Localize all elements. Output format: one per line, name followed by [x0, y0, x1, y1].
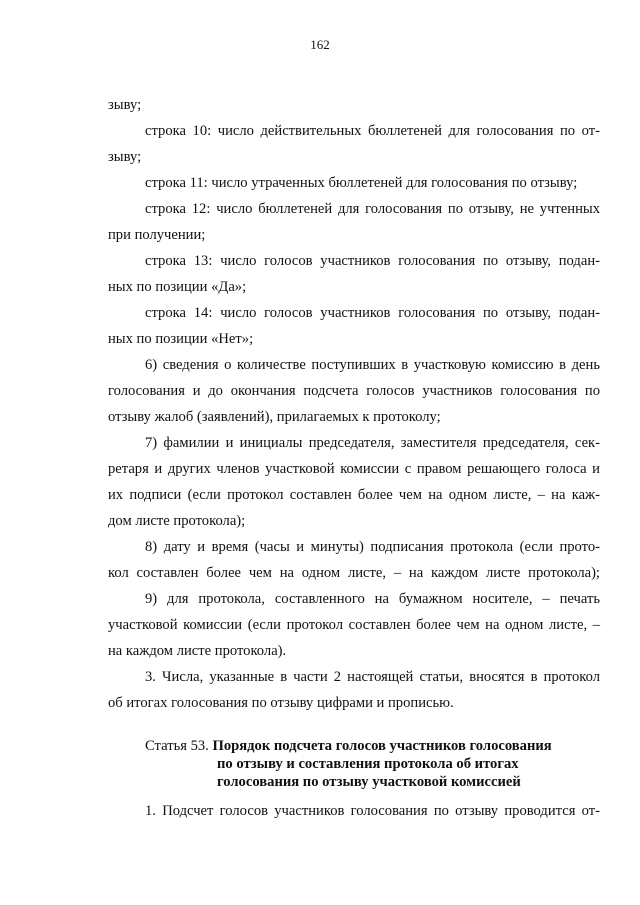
text-line: строка 12: число бюллетеней для голосования по отзыву, не учтенных [145, 201, 600, 217]
text-line: участковой комиссии (если протокол составлен более чем на одном листе, – [108, 617, 600, 633]
text-line: на каждом листе протокола). [108, 643, 287, 659]
text-line: 3. Числа, указанные в части 2 настоящей статьи, вносятся в протокол [145, 669, 600, 685]
text-line: дом листе протокола); [108, 513, 246, 529]
text-line: при получении; [108, 227, 206, 243]
text-line: отзыву жалоб (заявлений), прилагаемых к протоколу; [108, 409, 441, 425]
text-line: 1. Подсчет голосов участников голосования по отзыву проводится от- [145, 803, 600, 819]
text-line: зыву; [108, 97, 142, 113]
text-line: об итогах голосования по отзыву цифрами и прописью. [108, 695, 454, 711]
text-line: 8) дату и время (часы и минуты) подписания протокола (если прото- [145, 539, 600, 555]
text-line: 7) фамилии и инициалы председателя, заместителя председателя, сек- [145, 435, 600, 451]
text-line: ных по позиции «Нет»; [108, 331, 254, 347]
page-number: 162 [310, 37, 330, 52]
article-title-line: голосования по отзыву участковой комиссией [217, 774, 521, 790]
text-line: строка 14: число голосов участников голосования по отзыву, подан- [145, 305, 600, 321]
text-line: строка 10: число действительных бюллетеней для голосования по от- [145, 123, 600, 139]
article-title-line: по отзыву и составления протокола об итогах [217, 756, 519, 772]
article-title-line: Порядок подсчета голосов участников голосования [212, 738, 552, 754]
text-line: ных по позиции «Да»; [108, 279, 247, 295]
text-line: их подписи (если протокол составлен более чем на одном листе, – на каж- [108, 487, 600, 503]
text-line: 9) для протокола, составленного на бумажном носителе, – печать [145, 591, 600, 607]
text-line: ретаря и других членов участковой комиссии с правом решающего голоса и [108, 461, 600, 477]
text-line: строка 13: число голосов участников голосования по отзыву, подан- [145, 253, 600, 269]
text-line: строка 11: число утраченных бюллетеней для голосования по отзыву; [145, 175, 578, 191]
article-number: Статья 53. [145, 738, 209, 754]
text-line: кол составлен более чем на одном листе, – на каждом листе протокола); [108, 565, 600, 581]
text-line: голосования и до окончания подсчета голосов участников голосования по [108, 383, 600, 399]
text-line: зыву; [108, 149, 142, 165]
text-line: 6) сведения о количестве поступивших в участковую комиссию в день [145, 357, 600, 373]
